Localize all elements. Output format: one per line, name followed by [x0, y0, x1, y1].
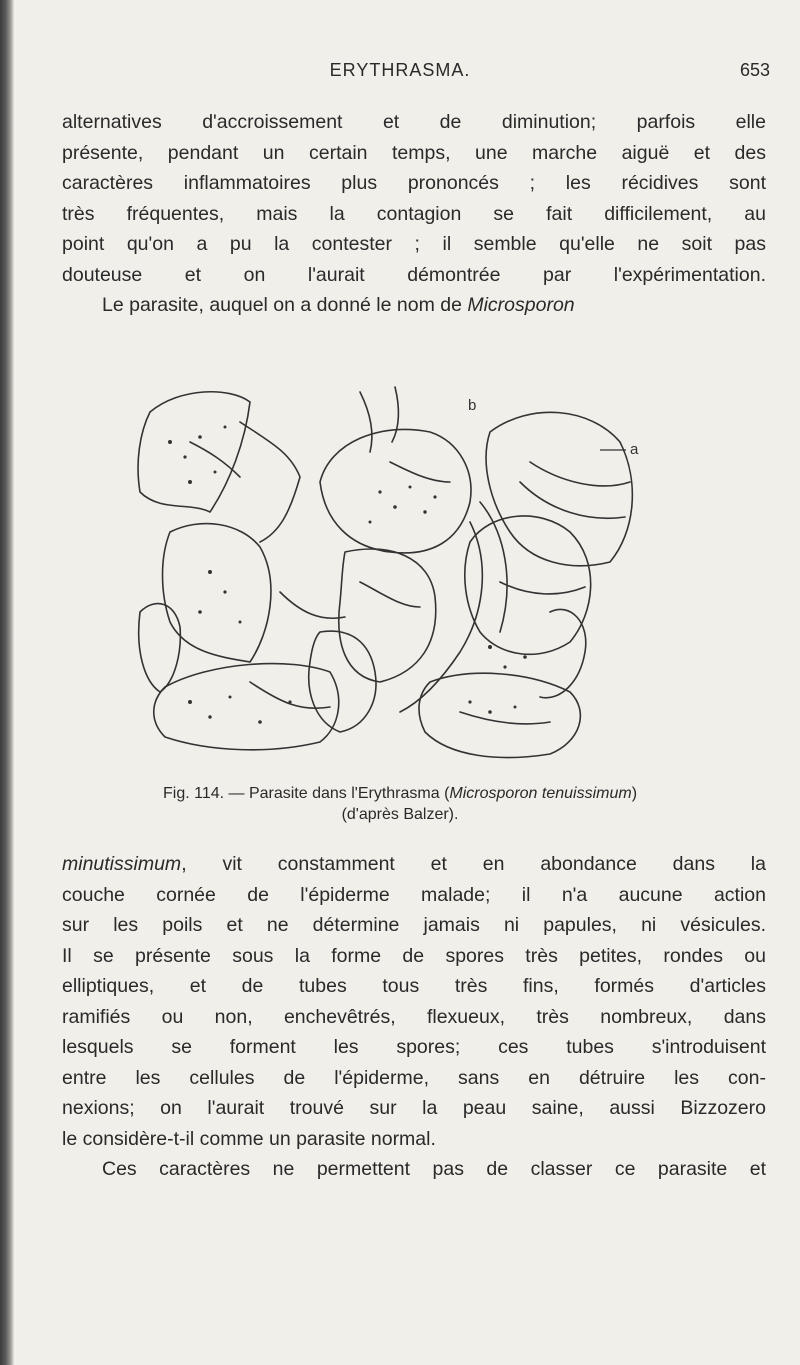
cell-outline — [540, 609, 586, 697]
caption-suffix: ) — [631, 785, 638, 802]
cell-outline — [465, 516, 591, 654]
cell-outline — [392, 387, 398, 442]
cell-outline — [339, 549, 436, 682]
cell-outline — [419, 673, 580, 757]
text-line: présente, pendant un certain temps, une marche aiguë et des — [62, 141, 766, 164]
page-header — [0, 60, 800, 90]
italic-term: minutissimum — [62, 853, 182, 875]
text-line — [62, 290, 766, 321]
text-line: couche cornée de l'épiderme malade; il n'a aucune action — [62, 883, 766, 906]
filament — [530, 462, 630, 486]
filament — [400, 522, 482, 712]
figure-caption — [0, 783, 800, 825]
cell-outline — [486, 412, 632, 565]
figure-label-a: a — [630, 441, 639, 458]
caption-credit: (d'après Balzer). — [341, 806, 459, 823]
text-line — [62, 849, 766, 880]
page-number: 653 — [739, 60, 770, 80]
text-line: douteuse et on l'aurait démontrée par l'expérimentation. — [62, 263, 766, 286]
text-line: nexions; on l'aurait trouvé sur la peau saine, aussi Bizzozero — [62, 1097, 766, 1119]
text-span: , vit constamment et en abondance dans la — [181, 853, 766, 875]
filament — [250, 682, 330, 708]
text-line: sur les poils et ne détermine jamais ni papules, ni vésicules. — [62, 914, 766, 936]
cell-outline — [138, 392, 250, 512]
text-line: le considère-t-il comme un parasite normal. — [62, 1127, 436, 1150]
cell-outline — [163, 524, 271, 662]
figure-illustration — [130, 382, 650, 766]
text-line: elliptiques, et de tubes tous très fins, formés d'articles — [62, 975, 766, 997]
cell-outline — [320, 429, 471, 552]
caption-species: Microsporon tenuissimum — [449, 785, 632, 802]
cell-outline — [154, 664, 339, 750]
text-line: alternatives d'accroissement et de diminution; parfois elle — [62, 111, 766, 133]
text-line: Ces caractères ne permettent pas de classer ce parasite et — [102, 1158, 766, 1180]
filament — [500, 582, 585, 594]
filament — [460, 712, 550, 724]
book-spine-shadow — [0, 0, 14, 1365]
text-line: très fréquentes, mais la contagion se fait difficilement, au — [62, 202, 766, 225]
paragraph-3 — [62, 1154, 766, 1185]
running-title: ERYTHRASMA. — [329, 60, 471, 80]
text-line: point qu'on a pu la contester ; il semble qu'elle ne soit pas — [62, 233, 766, 255]
text-span: Le parasite, auquel on a donné le nom de — [102, 294, 468, 316]
cell-outline — [139, 604, 181, 692]
text-line: caractères inflammatoires plus prononcés ; les récidives sont — [62, 172, 766, 194]
filament — [360, 582, 420, 607]
text-line: Il se présente sous la forme de spores très petites, rondes ou — [62, 944, 766, 967]
filament — [520, 482, 625, 518]
text-line: ramifiés ou non, enchevêtrés, flexueux, très nombreux, dans — [62, 1005, 766, 1028]
caption-prefix: Fig. 114. — Parasite dans l'Erythrasma ( — [162, 785, 450, 802]
paragraph-2 — [62, 849, 766, 1154]
text-line: lesquels se forment les spores; ces tubes s'introduisent — [62, 1036, 766, 1058]
filament — [280, 592, 345, 618]
paragraph-1 — [62, 107, 766, 321]
text-line: entre les cellules de l'épiderme, sans en détruire les con- — [62, 1066, 766, 1089]
cell-outline — [240, 422, 300, 542]
filament — [390, 462, 450, 482]
cell-outline — [360, 392, 372, 452]
italic-term: Microsporon — [467, 294, 575, 316]
figure-label-b: b — [468, 397, 477, 414]
